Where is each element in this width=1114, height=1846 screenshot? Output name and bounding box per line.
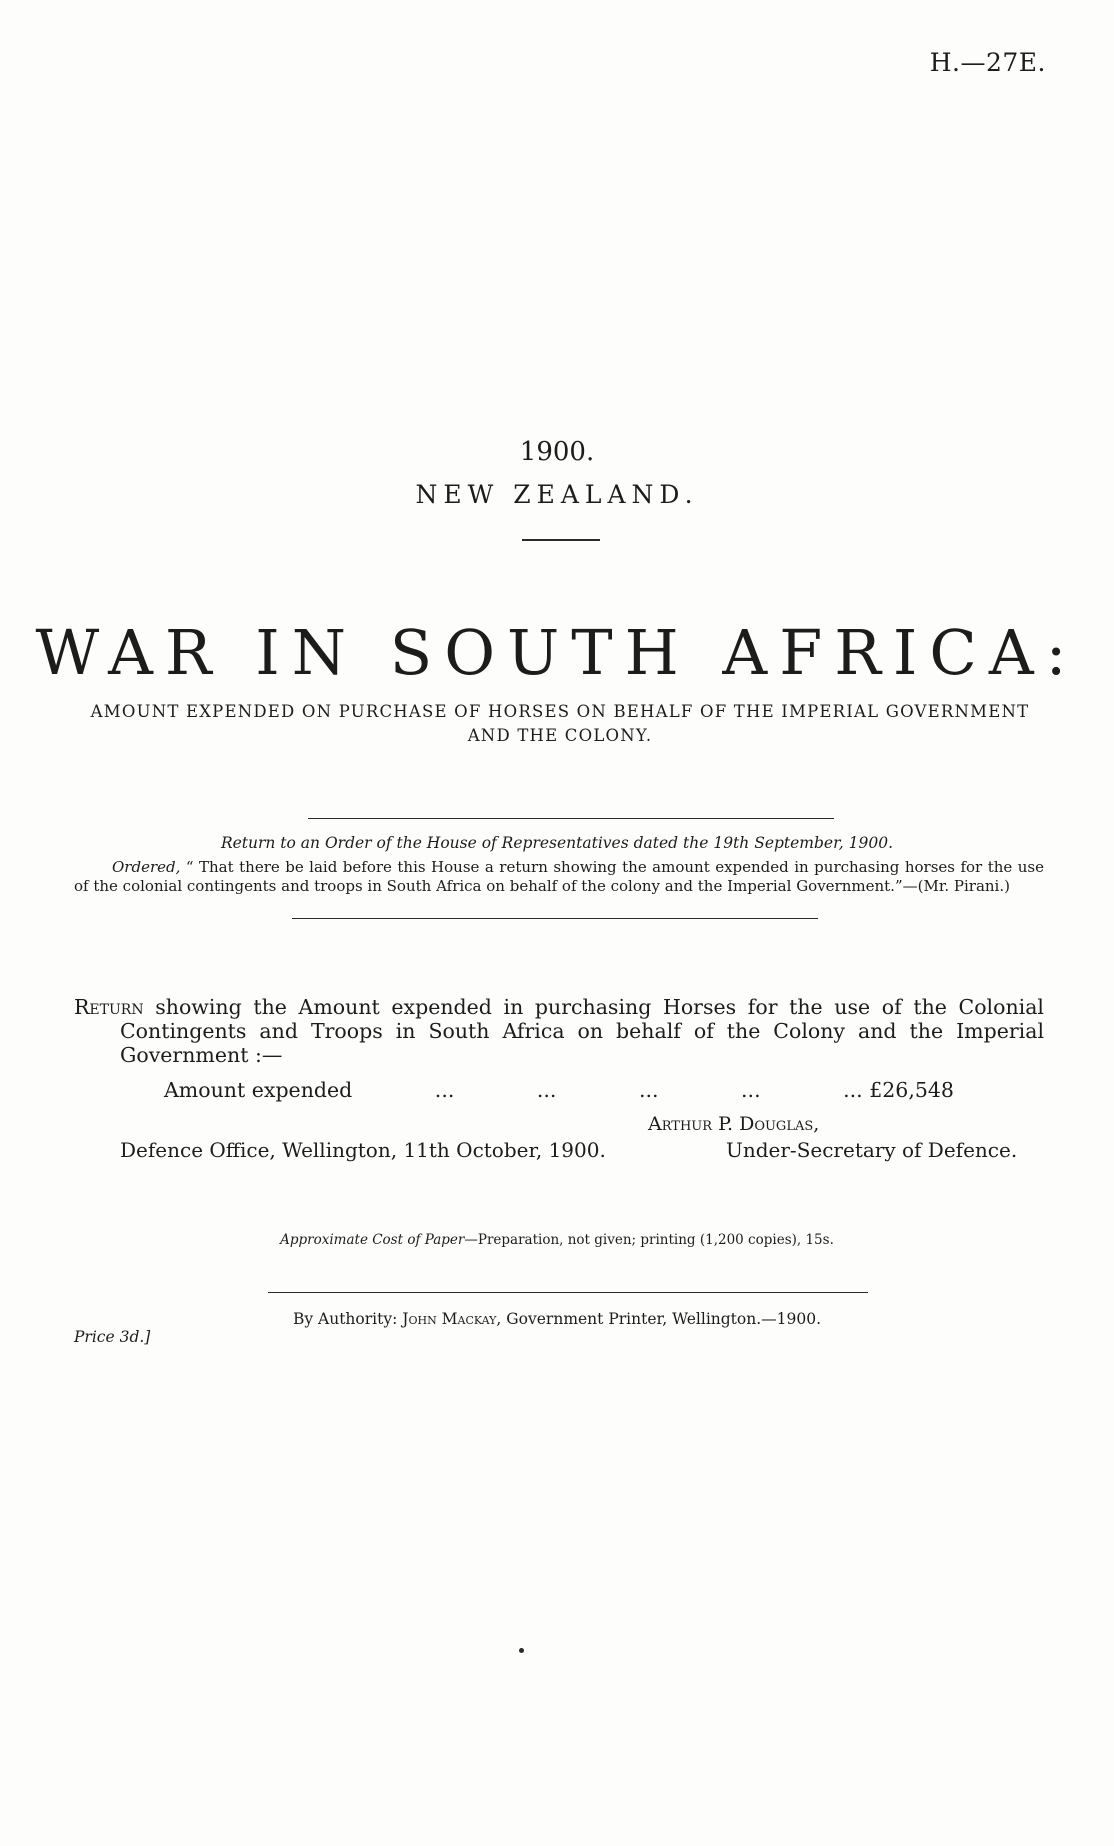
subtitle: AMOUNT EXPENDED ON PURCHASE OF HORSES ON BEHALF OF THE IMPERIAL GOVERNMENT AND THE COLONY. [90,702,1030,745]
main-title: WAR IN SOUTH AFRICA: [35,616,1079,689]
dot-leader: ... [843,1078,863,1102]
printer-name: John Mackay, [402,1310,502,1328]
cost-text: —Preparation, not given; printing (1,200 copies), 15s. [464,1232,834,1248]
amount-value: £26,548 [869,1078,954,1102]
amount-row [164,1078,954,1102]
return-paragraph [74,995,1044,1067]
footer-rule [268,1292,868,1293]
signatory-position: Under-Secretary of Defence. [726,1138,1018,1162]
printer-authority [0,1310,1114,1328]
publication-year: 1900. [519,437,595,467]
authority-suffix: Government Printer, Wellington.—1900. [506,1310,822,1328]
ordered-paragraph [74,858,1044,896]
dot-leader: ... [434,1078,455,1102]
authority-prefix: By Authority: [292,1310,398,1328]
order-bottom-rule [292,918,818,919]
return-to-order-line: Return to an Order of the House of Representatives dated the 19th September, 1900. [220,834,894,852]
price-note: Price 3d.] [74,1328,151,1346]
masthead-rule [522,539,600,541]
signatory-name: Arthur P. Douglas, [648,1113,820,1135]
country-heading: NEW ZEALAND. [415,480,699,509]
ordered-word: Ordered, [112,858,181,876]
return-lead-word: Return [74,995,144,1019]
order-top-rule [308,818,834,819]
dot-leader: ... [638,1078,659,1102]
dot-leader: ... [741,1078,761,1102]
ordered-text: “ That there be laid before this House a return showing the amount expended in purchasing horses for the use of the colonial contingents and troops in South Africa on behalf of the colony and the Imperial Government.”—(Mr. Pirani.) [74,858,1044,895]
return-text: showing the Amount expended in purchasing Horses for the use of the Colonial Contingents and Troops in South Africa on behalf of the Colony and the Imperial Government :— [120,995,1044,1067]
cost-of-paper-note [0,1232,1114,1248]
cost-label: Approximate Cost of Paper [280,1232,465,1248]
amount-label: Amount expended [164,1078,353,1102]
document-reference: H.—27E. [929,48,1046,77]
office-and-date: Defence Office, Wellington, 11th October, 1900. [120,1138,606,1162]
dot-leader: ... [536,1078,557,1102]
printer-mark-dot [519,1648,524,1653]
